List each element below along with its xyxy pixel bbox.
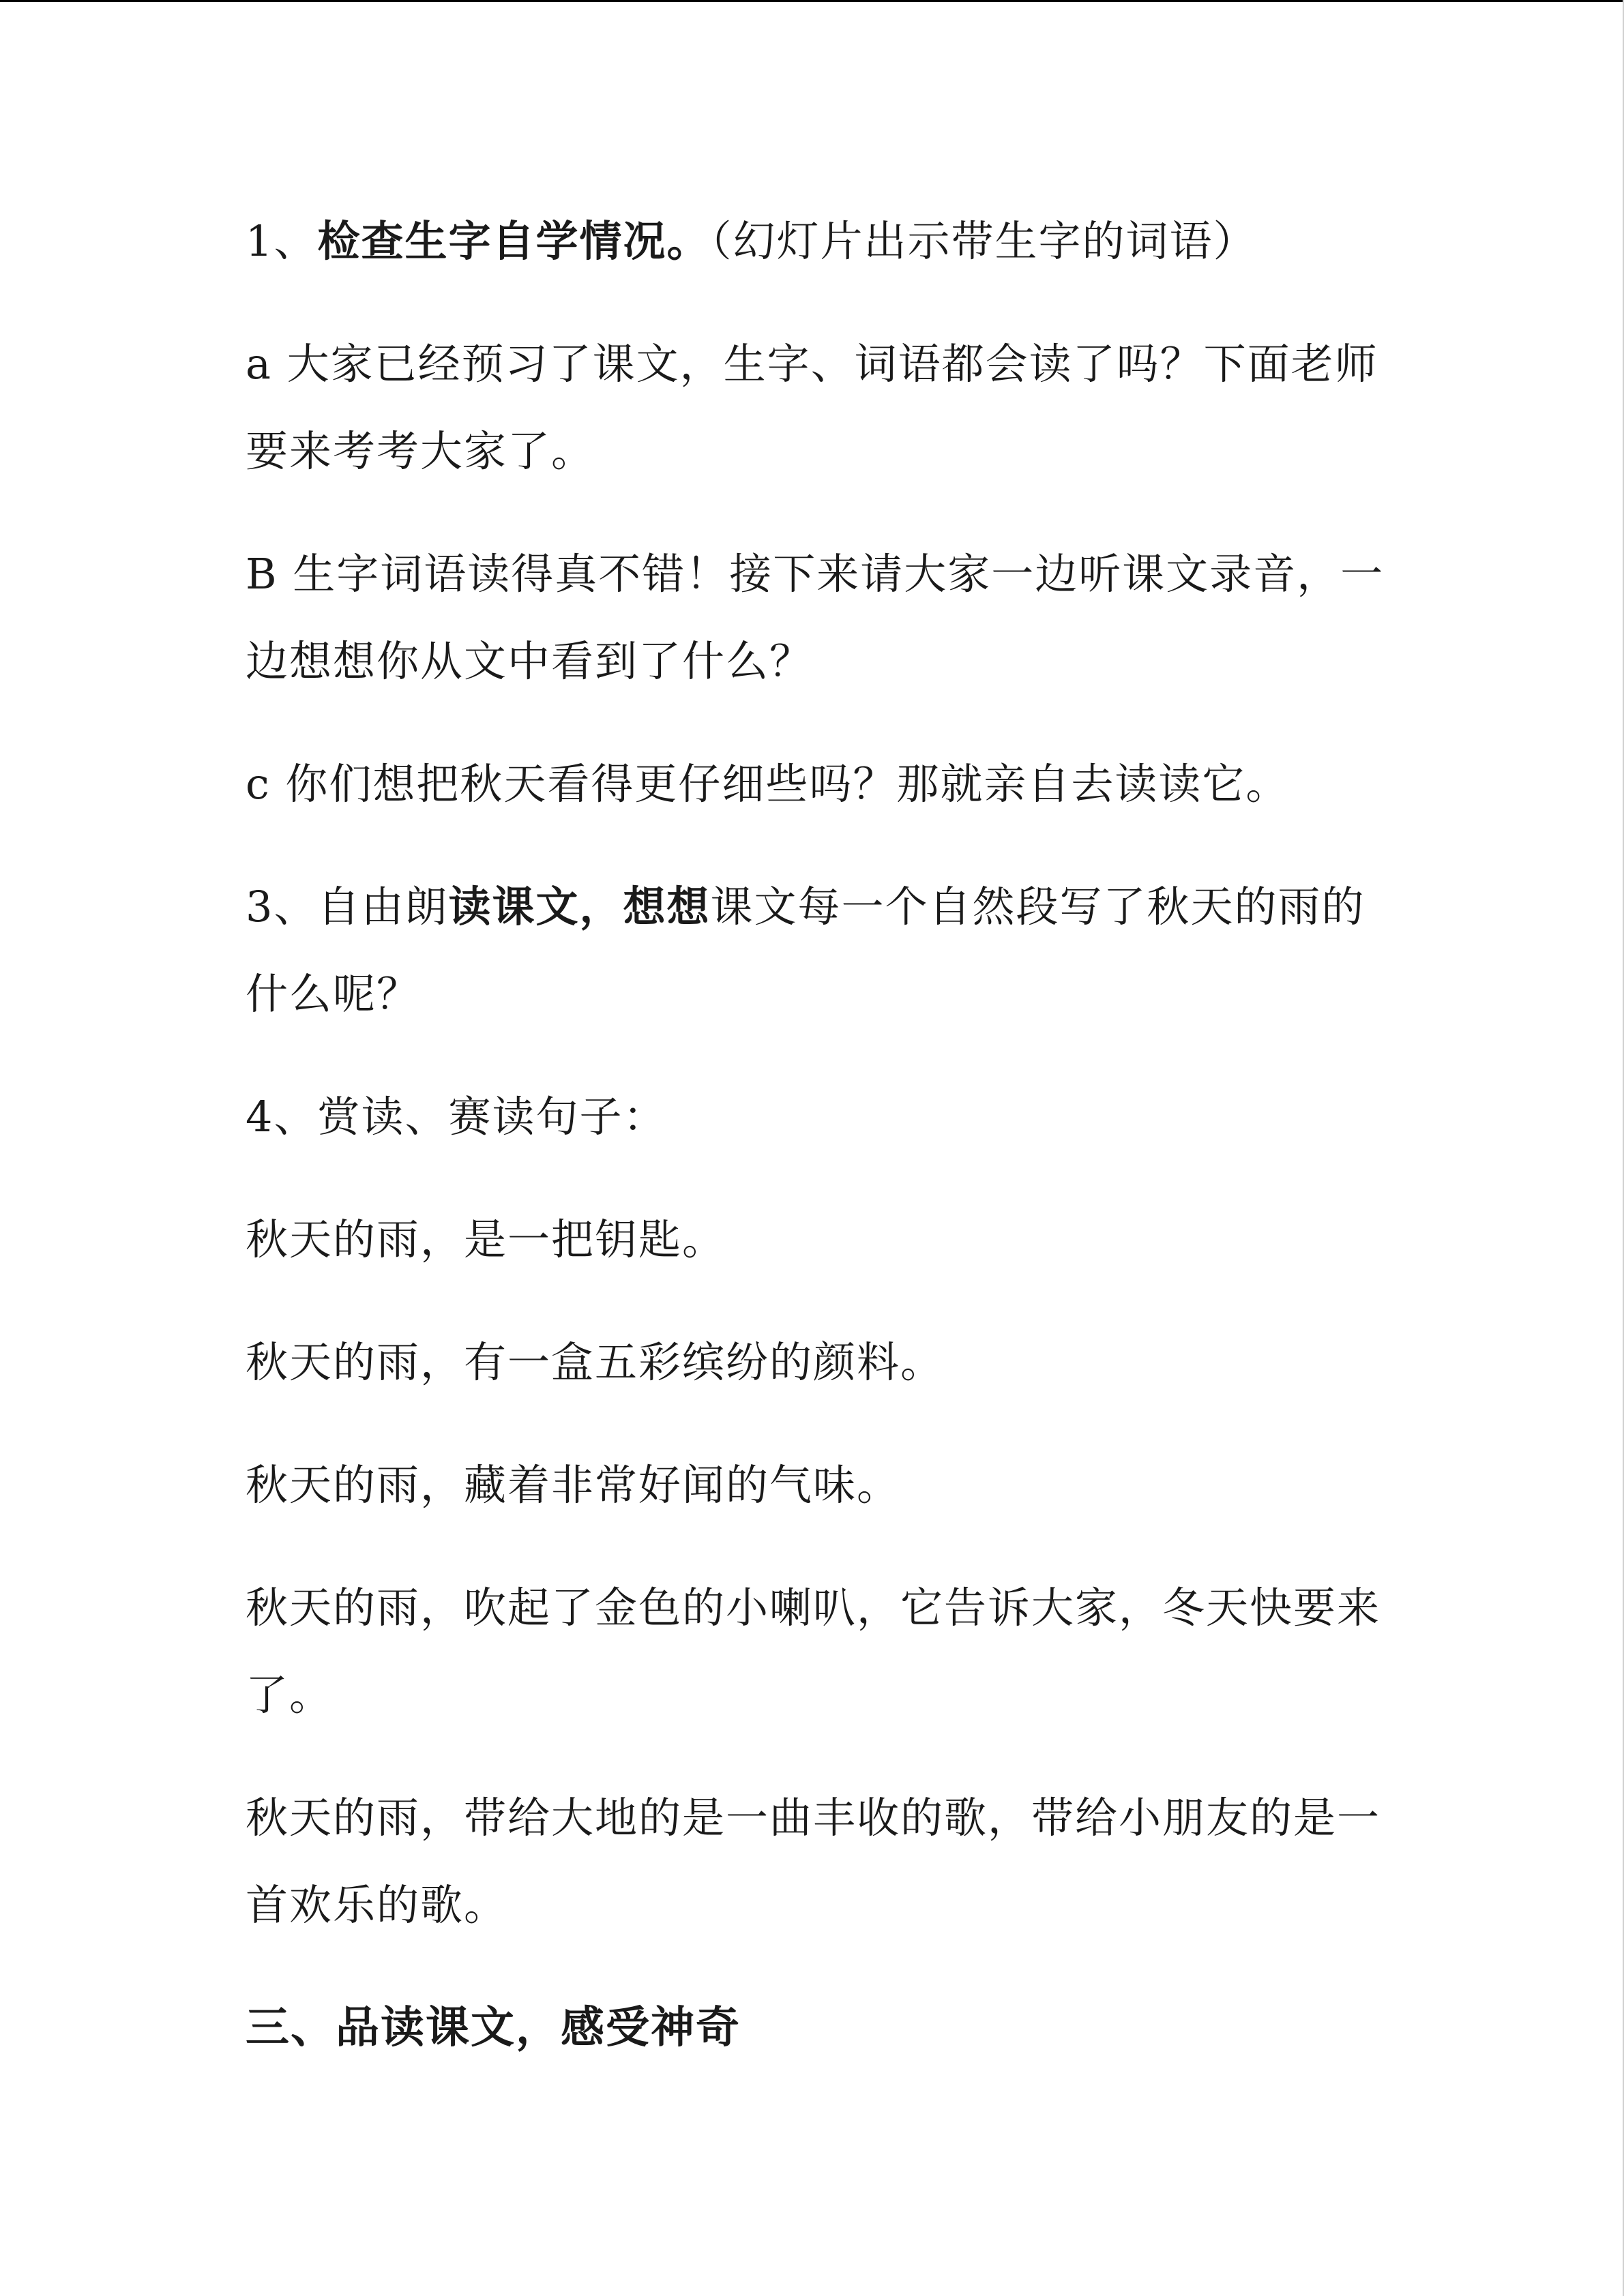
step-3-paragraph xyxy=(246,863,1391,1038)
step-3-bold: 读课文，想想 xyxy=(448,882,711,931)
sentence-smell: 秋天的雨，藏着非常好闻的气味。 xyxy=(246,1460,901,1510)
sentence-trumpet: 秋天的雨，吹起了金色的小喇叭，它告诉大家，冬天快要来了。 xyxy=(246,1583,1381,1720)
sentence-song: 秋天的雨，带给大地的是一曲丰收的歌，带给小朋友的是一首欢乐的歌。 xyxy=(246,1793,1381,1930)
step-1-number: 1、 xyxy=(246,216,318,266)
step-3-part-1: 3、自由朗 xyxy=(246,882,449,931)
step-1-title: 检查生字自学情况。 xyxy=(317,216,711,266)
sentence-paint: 秋天的雨，有一盒五彩缤纷的颜料。 xyxy=(246,1337,945,1387)
step-3-part-2: 课文每一个自然段写了秋天的雨的什么呢？ xyxy=(246,882,1365,1019)
document-page xyxy=(246,198,1391,2107)
step-4-paragraph: 4、赏读、赛读句子： xyxy=(246,1092,667,1142)
step-b-paragraph: B 生字词语读得真不错！接下来请大家一边听课文录音，一边想想你从文中看到了什么？ xyxy=(246,549,1385,686)
top-border-line xyxy=(0,0,1624,2)
step-1-paragraph xyxy=(246,198,1391,285)
step-1-note: （幻灯片出示带生字的词语） xyxy=(710,216,1257,266)
step-a-paragraph: a 大家已经预习了课文，生字、词语都会读了吗？下面老师要来考考大家了。 xyxy=(246,339,1378,476)
sentence-key: 秋天的雨，是一把钥匙。 xyxy=(246,1214,726,1264)
step-c-paragraph: c 你们想把秋天看得更仔细些吗？那就亲自去读读它。 xyxy=(246,759,1290,809)
section-heading: 三、品读课文，感受神奇 xyxy=(246,2002,741,2053)
